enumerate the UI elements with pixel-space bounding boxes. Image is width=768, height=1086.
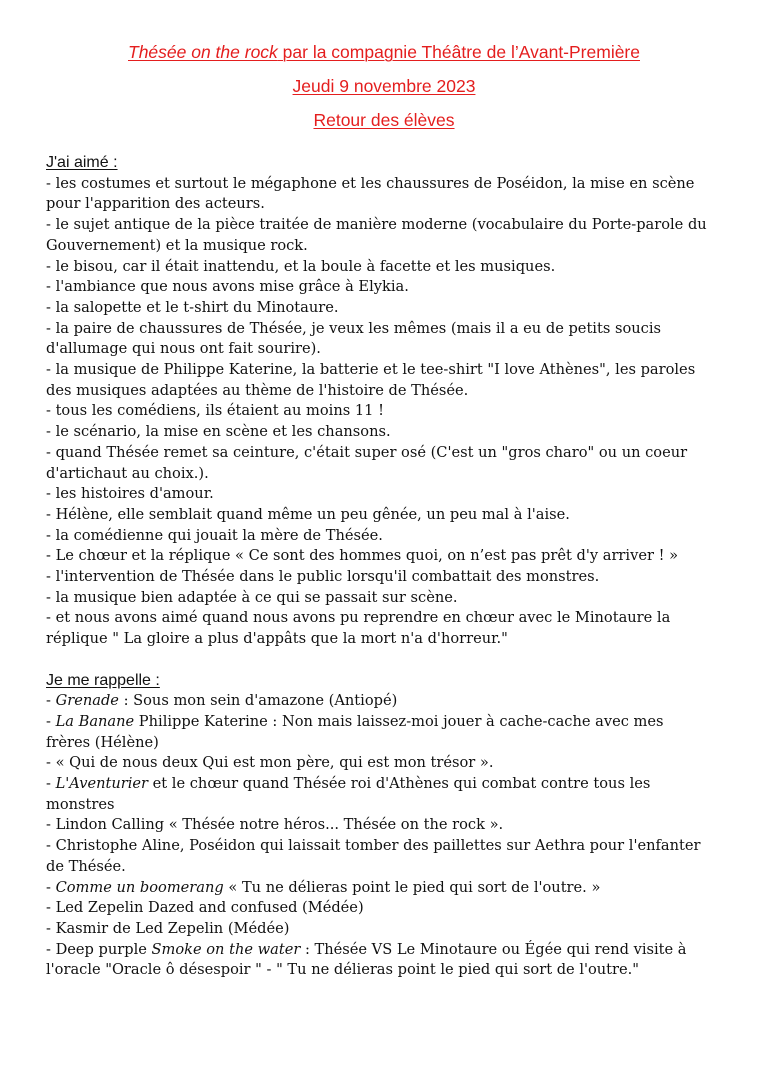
remember-line (46, 898, 722, 919)
line-text: - (46, 712, 56, 730)
remember-line (46, 919, 722, 940)
liked-line: - la paire de chaussures de Thésée, je veux les mêmes (mais il a eu de petits soucis (46, 319, 661, 337)
liked-line: d'allumage qui nous ont fait sourire). (46, 340, 321, 358)
remember-line (46, 733, 722, 754)
line-text: « Tu ne délieras point le pied qui sort de l'outre. » (223, 878, 601, 896)
document-title (46, 41, 722, 63)
document-subtitle: Retour des élèves (313, 110, 455, 130)
liked-line: - Hélène, elle semblait quand même un peu gênée, un peu mal à l'aise. (46, 505, 570, 523)
line-text: - (46, 692, 56, 710)
remember-line (46, 940, 722, 961)
line-text: - Lindon Calling « Thésée notre héros... Thésée on the rock ». (46, 816, 504, 834)
song-title: Comme un boomerang (55, 878, 224, 896)
remember-line (46, 753, 722, 774)
liked-line: - le bisou, car il était inattendu, et la boule à facette et les musiques. (46, 257, 556, 275)
remember-line (46, 712, 722, 733)
liked-line: - le scénario, la mise en scène et les chansons. (46, 423, 391, 441)
liked-line: - et nous avons aimé quand nous avons pu reprendre en chœur avec le Minotaure la (46, 609, 671, 627)
liked-line: - les costumes et surtout le mégaphone et les chaussures de Poséidon, la mise en scène (46, 174, 695, 192)
liked-line: - l'ambiance que nous avons mise grâce à Elykia. (46, 278, 409, 296)
song-title: La Banane (55, 712, 135, 730)
liked-line: d'artichaut au choix.). (46, 464, 209, 482)
song-title: Smoke on the water (151, 940, 301, 958)
liked-line: - l'intervention de Thésée dans le public lorsqu'il combattait des monstres. (46, 568, 600, 586)
line-text: l'oracle "Oracle ô désespoir " - " Tu ne délieras point le pied qui sort de l'outre." (46, 961, 640, 979)
liked-line: - les histoires d'amour. (46, 485, 214, 503)
remember-line (46, 960, 722, 981)
song-title: Grenade (55, 692, 119, 710)
remember-line (46, 815, 722, 836)
show-title: Thésée on the rock (128, 42, 278, 62)
liked-line: - quand Thésée remet sa ceinture, c'était super osé (C'est un "gros charo" ou un coeur (46, 443, 688, 461)
liked-line: - Le chœur et la réplique « Ce sont des hommes quoi, on n’est pas prêt d'y arriver ! » (46, 547, 679, 565)
line-text: - Kasmir de Led Zepelin (Médée) (46, 920, 290, 937)
line-text: - Led Zepelin Dazed and confused (Médée) (46, 899, 364, 917)
section-spacer (46, 650, 722, 671)
line-text: - Christophe Aline, Poséidon qui laissait tomber des paillettes sur Aethra pour l'enfanter (46, 837, 701, 855)
liked-line: réplique " La gloire a plus d'appâts que la mort n'a d'horreur." (46, 630, 508, 648)
line-text: monstres (46, 795, 115, 813)
liked-line: - tous les comédiens, ils étaient au moins 11 ! (46, 402, 384, 420)
liked-line: - la comédienne qui jouait la mère de Thésée. (46, 526, 383, 544)
line-text: - (46, 878, 56, 896)
line-text: - Deep purple (46, 940, 152, 958)
liked-line: Gouvernement) et la musique rock. (46, 236, 308, 254)
liked-line: - la salopette et le t-shirt du Minotaure. (46, 298, 339, 316)
line-text: - « Qui de nous deux Qui est mon père, qui est mon trésor ». (46, 754, 494, 772)
line-text: : Thésée VS Le Minotaure ou Égée qui rend visite à (300, 940, 687, 958)
performance-date: Jeudi 9 novembre 2023 (292, 76, 476, 96)
remember-list (46, 691, 722, 981)
song-title: L'Aventurier (55, 775, 149, 793)
liked-line: - la musique de Philippe Katerine, la batterie et le tee-shirt "I love Athènes", les paroles (46, 361, 696, 379)
remember-line (46, 878, 722, 899)
liked-heading: J'ai aimé : (46, 154, 118, 171)
company-name: par la compagnie Théâtre de l’Avant-Première (277, 42, 640, 62)
liked-list (46, 174, 722, 650)
line-text: - (46, 775, 56, 793)
line-text: de Thésée. (46, 857, 126, 875)
liked-line: pour l'apparition des acteurs. (46, 195, 265, 213)
remember-line (46, 795, 722, 816)
remember-line (46, 691, 722, 712)
liked-line: - la musique bien adaptée à ce qui se passait sur scène. (46, 588, 458, 606)
remember-line (46, 774, 722, 795)
remember-heading: Je me rappelle : (46, 671, 160, 689)
line-text: et le chœur quand Thésée roi d'Athènes qui combat contre tous les (148, 775, 651, 793)
remember-line (46, 836, 722, 857)
line-text: frères (Hélène) (46, 733, 159, 751)
line-text: : Sous mon sein d'amazone (Antiopé) (118, 692, 398, 710)
remember-line (46, 857, 722, 878)
liked-line: - le sujet antique de la pièce traitée de manière moderne (vocabulaire du Porte-parole du (46, 216, 707, 234)
line-text: Philippe Katerine : Non mais laissez-moi jouer à cache-cache avec mes (134, 712, 664, 730)
liked-line: des musiques adaptées au thème de l'histoire de Thésée. (46, 381, 469, 399)
